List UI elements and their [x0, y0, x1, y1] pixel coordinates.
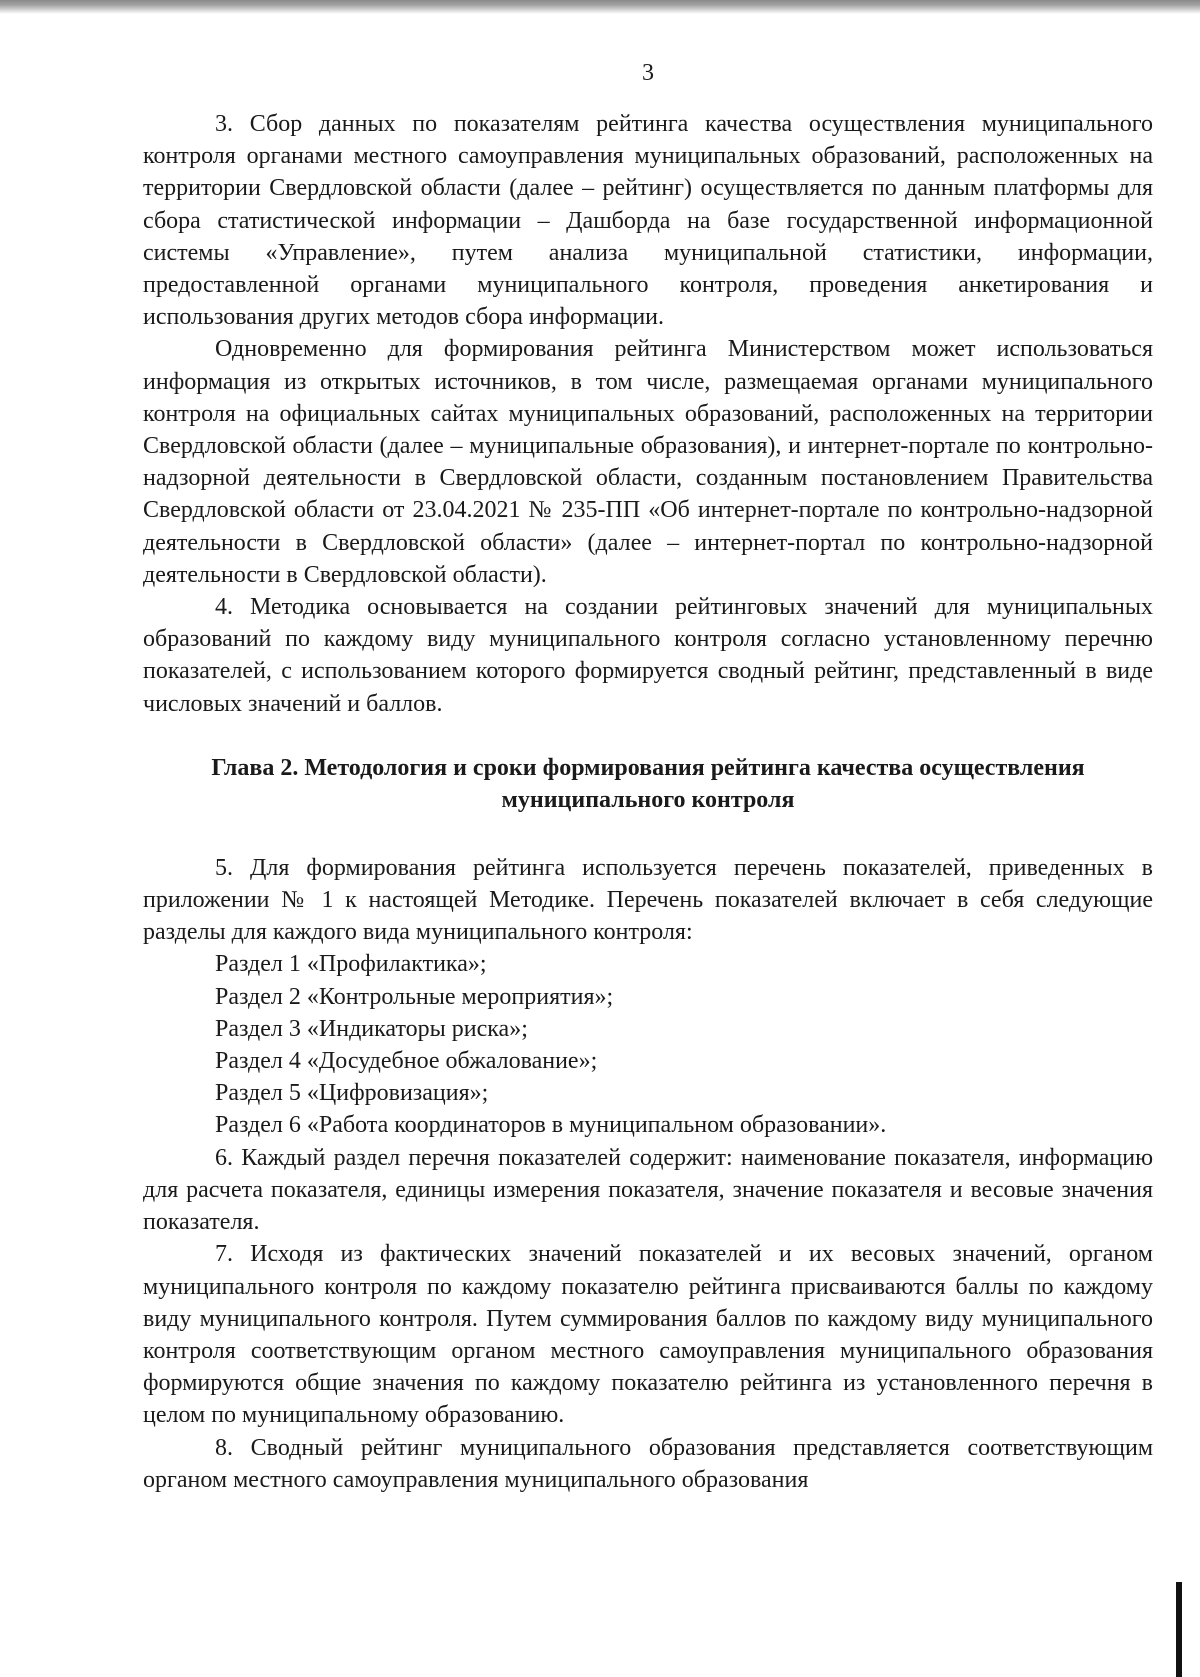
section-item-5: Раздел 5 «Цифровизация»; [215, 1080, 489, 1107]
paragraph-5: 5. Для формирования рейтинга используется перечень показателей, приведенных в приложении № 1 к настоящей Методике. Перечень показателей включает в себя следующие разделы для каждого вида муниципального контроля: [143, 854, 1153, 946]
paragraph-4: 4. Методика основывается на создании рейтинговых значений для муниципальных образований по каждому виду муниципального контроля согласно установленному перечню показателей, с использованием которого формируется сводный рейтинг, представленный в виде числовых значений и баллов. [143, 594, 1153, 717]
paragraph-3-continued: Одновременно для формирования рейтинга Министерством может использоваться информация из открытых источников, в том числе, размещаемая органами муниципального контроля на официальных сайтах муниципальных образований, расположенных на территории Свердловской области (далее – муниципальные образования), и интернет-портале по контрольно-надзорной деятельности в Свердловской области, созданным постановлением Правительства Свердловской области от 23.04.2021 № 235-ПП «Об интернет-портале по контрольно-надзорной деятельности в Свердловской области» (далее – интернет-портал по контрольно-надзорной деятельности в Свердловской области). [143, 336, 1153, 588]
section-item-3: Раздел 3 «Индикаторы риска»; [215, 1015, 528, 1042]
section-item-1: Раздел 1 «Профилактика»; [215, 951, 487, 978]
scan-edge-corner [1176, 1582, 1182, 1677]
paragraph-7: 7. Исходя из фактических значений показателей и их весовых значений, органом муниципального контроля по каждому показателю рейтинга присваиваются баллы по каждому виду муниципального контроля. Путем суммирования баллов по каждому виду муниципального контроля соответствующим органом местного самоуправления муниципального образования формируются общие значения по каждому показателю рейтинга из установленного перечня в целом по муниципальному образованию. [143, 1241, 1153, 1429]
chapter-heading: Глава 2. Методология и сроки формирования рейтинга качества осуществления муниципального контроля [211, 754, 1085, 813]
scan-edge-top [0, 0, 1200, 14]
section-item-2: Раздел 2 «Контрольные мероприятия»; [215, 983, 614, 1010]
paragraph-6: 6. Каждый раздел перечня показателей содержит: наименование показателя, информацию для расчета показателя, единицы измерения показателя, значение показателя и весовые значения показателя. [143, 1144, 1153, 1236]
paragraph-3: 3. Сбор данных по показателям рейтинга качества осуществления муниципального контроля органами местного самоуправления муниципальных образований, расположенных на территории Свердловской области (далее – рейтинг) осуществляется по данным платформы для сбора статистической информации – Дашборда на базе государственной информационной системы «Управление», путем анализа муниципальной статистики, информации, предоставленной органами муниципального контроля, проведения анкетирования и использования других методов сбора информации. [143, 111, 1153, 331]
page-number: 3 [642, 60, 654, 86]
section-item-4: Раздел 4 «Досудебное обжалование»; [215, 1048, 598, 1075]
section-item-6: Раздел 6 «Работа координаторов в муниципальном образовании». [215, 1112, 887, 1139]
paragraph-8: 8. Сводный рейтинг муниципального образования представляется соответствующим органом местного самоуправления муниципального образования [143, 1434, 1153, 1493]
document-page [143, 58, 1153, 1496]
